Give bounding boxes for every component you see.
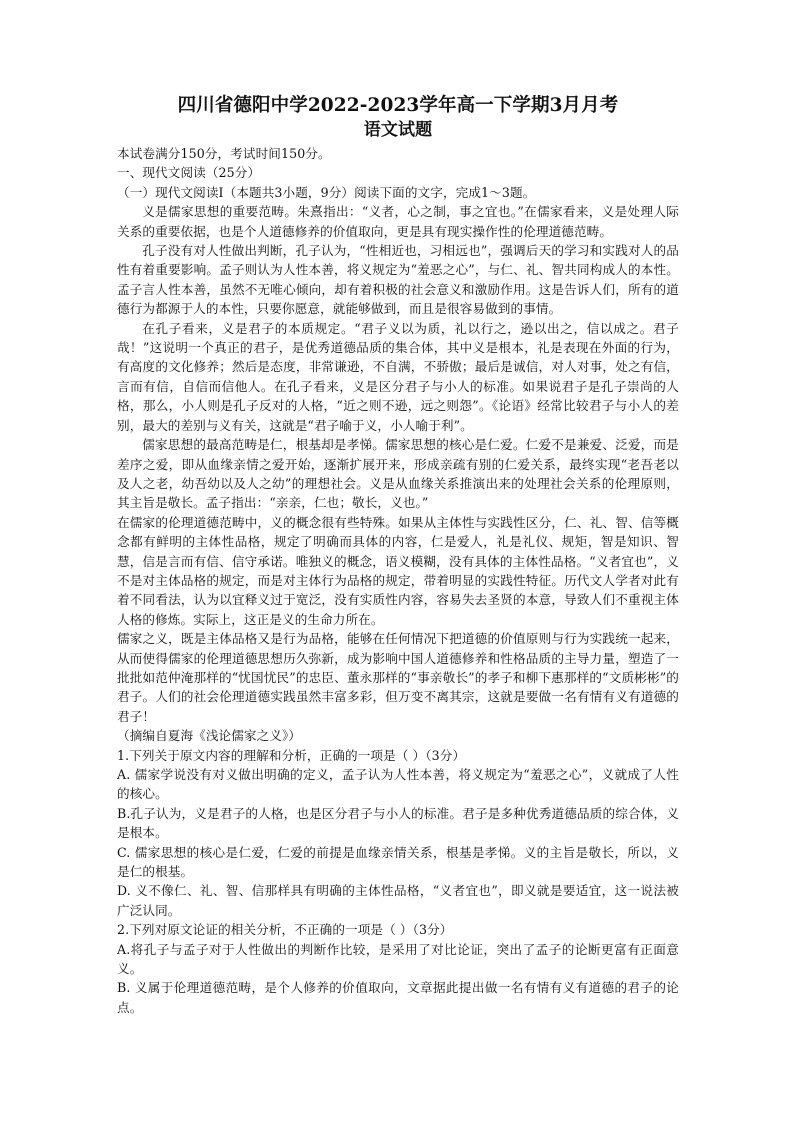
- question-1-stem: 1.下列关于原文内容的理解和分析，正确的一项是（ ）（3分）: [117, 747, 466, 763]
- question-1-option-d: D. 义不像仁、礼、智、信那样具有明确的主体性品格，“义者宜也”，即义就是要适宜，这一说法被广泛认同。: [117, 883, 679, 918]
- section-heading: 一、现代文阅读（25分）: [117, 165, 261, 181]
- passage-paragraph: 义是儒家思想的重要范畴。朱熹指出：“义者，心之制，事之宜也。”在儒家看来，义是处理人际关系的重要依据，也是个人道德修养的价值取向，更是具有现实操作性的伦理道德范畴。: [117, 204, 679, 239]
- question-1-option-b: B.孔子认为，义是君子的人格，也是区分君子与小人的标准。君子是多种优秀道德品质的综合体，义是根本。: [117, 805, 679, 841]
- question-1-option-a: A. 儒家学说没有对义做出明确的定义，孟子认为人性本善，将义规定为“羞恶之心”，义就成了人性的核心。: [117, 767, 679, 802]
- question-2-option-b: B. 义属于伦理道德范畴，是个人修养的价值取向，文章据此提出做一名有情有义有道德的君子的论点。: [117, 980, 679, 1015]
- page-title: 四川省德阳中学2022-2023学年高一下学期3月月考: [177, 95, 619, 116]
- question-2-stem: 2.下列对原文论证的相关分析，不正确的一项是（ ）（3分）: [117, 922, 453, 938]
- passage-source: （摘编自夏海《浅论儒家之义》）: [117, 728, 302, 744]
- passage-paragraph: 在儒家的伦理道德范畴中，义的概念很有些特殊。如果从主体性与实践性区分，仁、礼、智、信等概念都有鲜明的主体性品格，规定了明确而具体的内容，仁是爱人，礼是礼仪、规矩，智是知识、智慧，信是言而有信、信守承诺。唯独义的概念，语义模糊，没有具体的主体性品格。“义者宜也”，义不是对主体品格的规定，而是对主体行为品格的规定，带着明显的实践性特征。历代文人学者对此有着不同看法，认为以宜释义过于宽泛，没有实质性内容，容易失去圣贤的本意，导致人们不重视主体人格的修炼。实际上，这正是义的生命力所在。: [117, 514, 679, 627]
- question-1-option-c: C. 儒家思想的核心是仁爱，仁爱的前提是血缘亲情关系，根基是孝悌。义的主旨是敬长，所以，义是仁的根基。: [117, 844, 679, 880]
- page-subtitle: 语文试题: [363, 120, 433, 140]
- exam-intro: 本试卷满分150分，考试时间150分。: [117, 146, 331, 161]
- document-content: [117, 93, 679, 1017]
- passage-paragraph: 孔子没有对人性做出判断，孔子认为，“性相近也，习相远也”，强调后天的学习和实践对人的品性有着重要影响。孟子则认为人性本善，将义规定为“羞恶之心”，与仁、礼、智共同构成人的本性。孟子言人性本善，虽然不无唯心倾向，却有着积极的社会意义和激励作用。这是告诉人们，所有的道德行为都源于人的本性，只要你愿意，就能够做到，而且是很容易做到的事情。: [117, 243, 679, 317]
- question-2-option-a: A.将孔子与孟子对于人性做出的判断作比较，是采用了对比论证，突出了孟子的论断更富有正面意义。: [117, 941, 679, 977]
- passage-paragraph: 在孔子看来，义是君子的本质规定。“君子义以为质，礼以行之，逊以出之，信以成之。君子哉！”这说明一个真正的君子，是优秀道德品质的集合体，其中义是根本，礼是表现在外面的行为，有高度的文化修养；然后是态度，非常谦逊，不自满，不骄傲；最后是诚信，对人对事，处之有信，言而有信，自信而信他人。在孔子看来，义是区分君子与小人的标准。如果说君子是孔子崇尚的人格，那么，小人则是孔子反对的人格，“近之则不逊，远之则怨”。《论语》经常比较君子与小人的差别，最大的差别与义有关，这就是“君子喻于义，小人喻于利”。: [117, 320, 679, 433]
- passage-paragraph: 儒家思想的最高范畴是仁，根基却是孝悌。儒家思想的核心是仁爱。仁爱不是兼爱、泛爱，而是差序之爱，即从血缘亲情之爱开始，逐渐扩展开来，形成亲疏有别的仁爱关系，最终实现“老吾老以及人之老，幼吾幼以及人之幼”的理想社会。义是从血缘关系推演出来的处理社会关系的伦理原则，其主旨是敬长。孟子指出：“亲亲，仁也；敬长，义也。”: [117, 437, 679, 511]
- passage-paragraph: 儒家之义，既是主体品格又是行为品格，能够在任何情况下把道德的价值原则与行为实践统一起来，从而使得儒家的伦理道德思想历久弥新，成为影响中国人道德修养和性格品质的主导力量，塑造了一批批如范仲淹那样的“忧国忧民”的忠臣、董永那样的“事亲敬长”的孝子和柳下惠那样的“文质彬彬”的君子。人们的社会伦理道德实践虽然丰富多彩，但万变不离其宗，这就是要做一名有情有义有道德的君子！: [117, 631, 679, 724]
- subsection-heading: （一）现代文阅读Ⅰ（本题共3小题，9分）阅读下面的文字，完成1～3题。: [117, 184, 536, 200]
